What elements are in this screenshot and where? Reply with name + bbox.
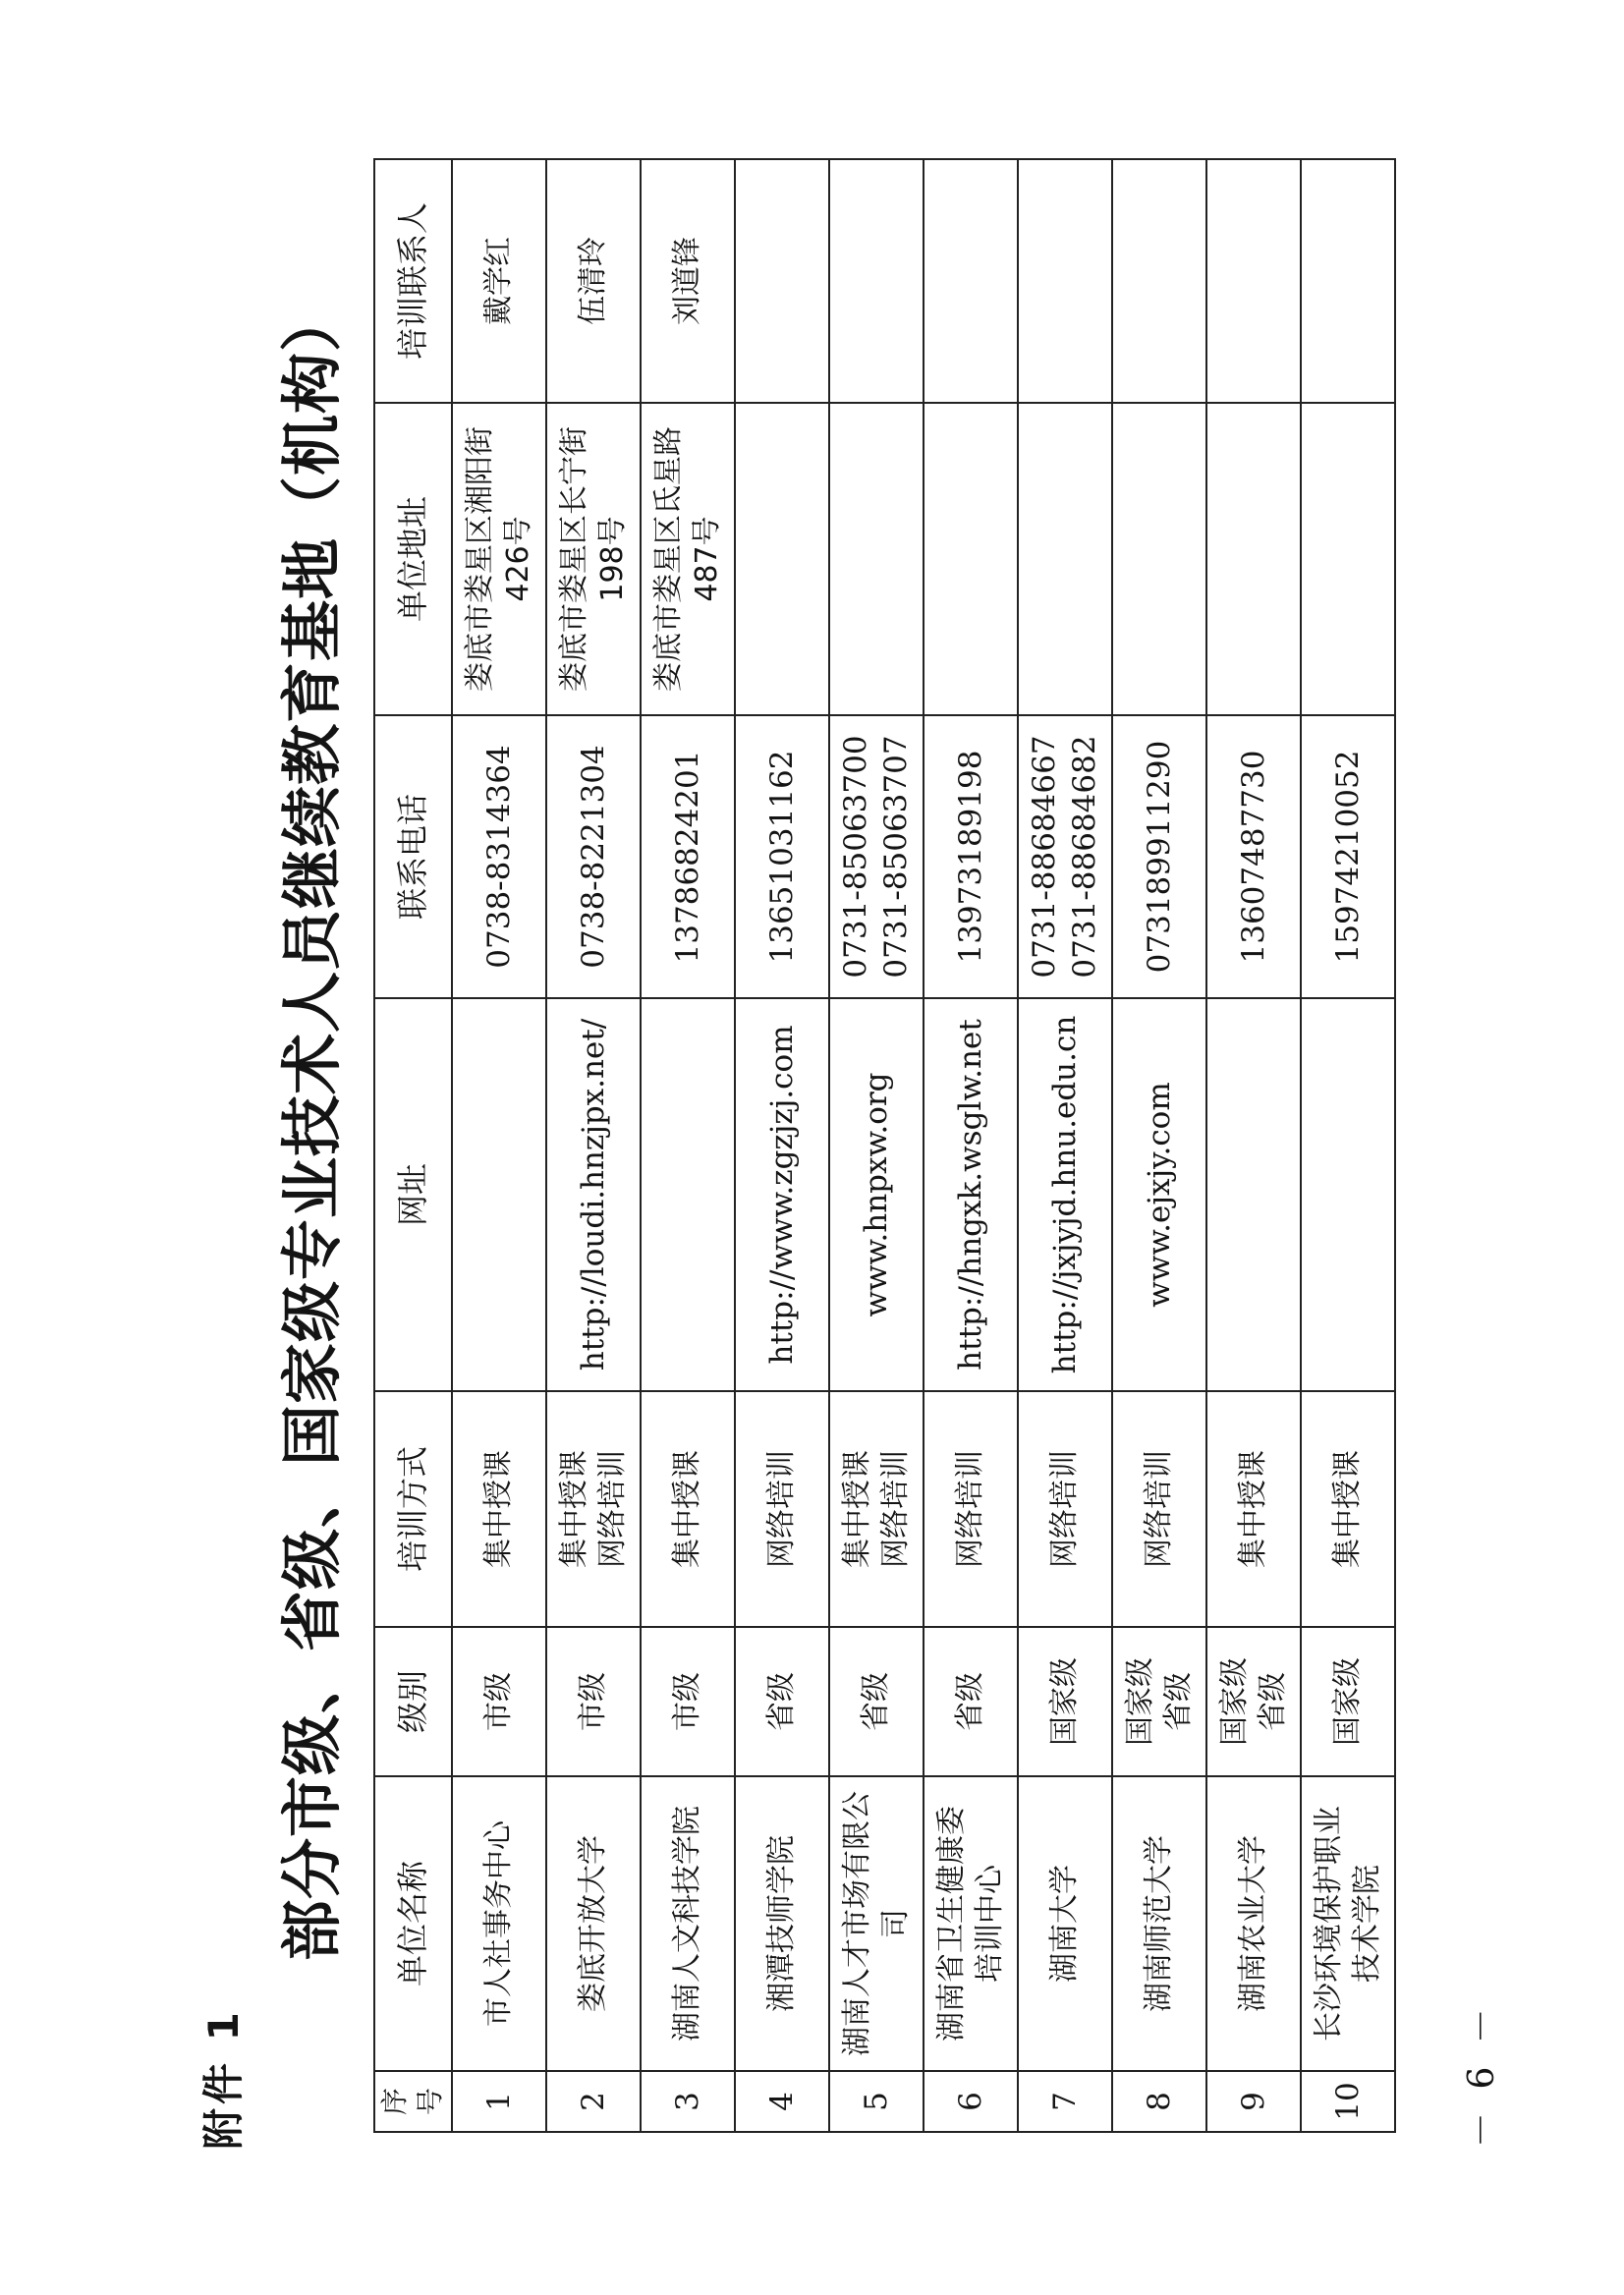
cell-line: 省级: [1160, 1672, 1196, 1731]
cell-line: http://www.zgzjzj.com: [763, 1025, 800, 1365]
cell-name: [1206, 1776, 1301, 2071]
cell-line: 073189911290: [1141, 740, 1177, 974]
cell-line: 13786824201: [669, 750, 705, 964]
cell-name: [1301, 1776, 1395, 2071]
cell-line: 湖南师范大学: [1142, 1835, 1177, 2012]
cell-line: 国家级: [1047, 1657, 1083, 1746]
cell-level: [735, 1627, 829, 1776]
cell-line: 娄底市娄星区氐星路487号: [650, 426, 724, 692]
cell-contact: [735, 159, 829, 403]
cell-line: 集中授课: [670, 1450, 705, 1568]
cell-line: 9: [1235, 2092, 1271, 2111]
cell-contact: [546, 159, 641, 403]
header-address: 单位地址: [374, 403, 452, 715]
cell-no: [546, 2071, 641, 2132]
cell-line: 市级: [576, 1672, 611, 1731]
table-row: [829, 159, 924, 2132]
header-contact: 培训联系人: [374, 159, 452, 403]
table-row: [641, 159, 735, 2132]
cell-level: [1301, 1627, 1395, 1776]
cell-method: [829, 1391, 924, 1627]
cell-no: [1112, 2071, 1206, 2132]
cell-address: [829, 403, 924, 715]
cell-url: [1112, 998, 1206, 1391]
cell-line: 13651031162: [763, 750, 800, 964]
cell-line: 0731-88684667: [1027, 735, 1063, 979]
cell-contact: [829, 159, 924, 403]
cell-line: 培训中心: [972, 1865, 1007, 1983]
cell-line: 0731-88684682: [1066, 735, 1102, 979]
header-no: 序号: [374, 2071, 452, 2132]
cell-no: [1018, 2071, 1112, 2132]
cell-line: 省级: [859, 1672, 894, 1731]
header-level: 级别: [374, 1627, 452, 1776]
cell-line: 1: [480, 2092, 517, 2111]
cell-line: 国家级: [1122, 1657, 1157, 1746]
cell-method: [735, 1391, 829, 1627]
cell-line: 省级: [953, 1672, 988, 1731]
cell-line: 集中授课: [1236, 1450, 1271, 1568]
cell-line: 湖南人才市场有限公司: [839, 1791, 913, 2056]
cell-line: 集中授课: [839, 1450, 874, 1568]
cell-address: [735, 403, 829, 715]
cell-line: 湘潭技师学院: [764, 1835, 800, 2012]
table-row: [546, 159, 641, 2132]
cell-phone: [546, 715, 641, 998]
cell-no: [1301, 2071, 1395, 2132]
cell-line: 13607487730: [1235, 750, 1271, 964]
cell-address: [924, 403, 1018, 715]
cell-line: http://loudi.hnzjpx.net/: [575, 1018, 611, 1371]
cell-line: http://jxjyjd.hnu.edu.cn: [1046, 1015, 1083, 1374]
cell-method: [1018, 1391, 1112, 1627]
cell-line: 娄底开放大学: [576, 1835, 611, 2012]
cell-url: [641, 998, 735, 1391]
cell-line: 省级: [764, 1672, 800, 1731]
cell-level: [452, 1627, 546, 1776]
cell-line: 技术学院: [1349, 1865, 1384, 1983]
cell-no: [452, 2071, 546, 2132]
cell-method: [452, 1391, 546, 1627]
cell-url: [924, 998, 1018, 1391]
cell-level: [924, 1627, 1018, 1776]
cell-name: [641, 1776, 735, 2071]
cell-phone: [1112, 715, 1206, 998]
cell-contact: [1301, 159, 1395, 403]
cell-url: [1018, 998, 1112, 1391]
cell-line: 刘道锋: [670, 237, 705, 325]
cell-url: [829, 998, 924, 1391]
attachment-label: 附件 1: [199, 2008, 248, 2150]
training-base-table: [373, 158, 1396, 2133]
table-row: [1018, 159, 1112, 2132]
cell-no: [1206, 2071, 1301, 2132]
cell-line: 湖南人文科技学院: [670, 1806, 705, 2042]
cell-contact: [1206, 159, 1301, 403]
cell-url: [735, 998, 829, 1391]
table-row: [735, 159, 829, 2132]
cell-line: 娄底市娄星区长宁街198号: [556, 426, 630, 692]
cell-line: www.ejxjy.com: [1141, 1082, 1177, 1308]
cell-phone: [641, 715, 735, 998]
cell-line: 湖南农业大学: [1236, 1835, 1271, 2012]
cell-level: [1018, 1627, 1112, 1776]
cell-line: 0738-8314364: [480, 745, 517, 969]
cell-address: [1112, 403, 1206, 715]
cell-method: [1301, 1391, 1395, 1627]
cell-no: [924, 2071, 1018, 2132]
cell-line: 湖南大学: [1047, 1865, 1083, 1983]
table-body: [452, 159, 1395, 2132]
cell-method: [924, 1391, 1018, 1627]
cell-line: 13973189198: [952, 750, 988, 964]
cell-line: 10: [1329, 2082, 1366, 2121]
cell-method: [546, 1391, 641, 1627]
cell-line: 网络培训: [1142, 1450, 1177, 1568]
cell-method: [641, 1391, 735, 1627]
cell-line: 网络培训: [1047, 1450, 1083, 1568]
cell-address: [546, 403, 641, 715]
table-row: [924, 159, 1018, 2132]
cell-no: [735, 2071, 829, 2132]
cell-url: [1301, 998, 1395, 1391]
cell-url: [1206, 998, 1301, 1391]
cell-url: [452, 998, 546, 1391]
table-row: [1206, 159, 1301, 2132]
cell-line: 市级: [481, 1672, 517, 1731]
cell-line: 网络培训: [594, 1450, 630, 1568]
cell-contact: [641, 159, 735, 403]
cell-contact: [924, 159, 1018, 403]
cell-line: 集中授课: [556, 1450, 591, 1568]
cell-phone: [924, 715, 1018, 998]
cell-url: [546, 998, 641, 1391]
cell-level: [1112, 1627, 1206, 1776]
cell-phone: [1206, 715, 1301, 998]
cell-contact: [1112, 159, 1206, 403]
cell-line: 15974210052: [1329, 750, 1366, 964]
table-header-row: [374, 159, 452, 2132]
cell-line: 4: [763, 2092, 800, 2111]
cell-line: 省级: [1255, 1672, 1290, 1731]
cell-name: [546, 1776, 641, 2071]
cell-line: 集中授课: [1330, 1450, 1366, 1568]
cell-name: [1018, 1776, 1112, 2071]
cell-line: 国家级: [1216, 1657, 1252, 1746]
cell-line: 0731-85063700: [838, 735, 874, 979]
cell-address: [1018, 403, 1112, 715]
cell-line: 湖南省卫生健康委: [933, 1806, 969, 2042]
cell-name: [924, 1776, 1018, 2071]
cell-line: 6: [952, 2092, 988, 2111]
cell-line: 戴学红: [481, 237, 517, 325]
cell-line: 0738-8221304: [575, 745, 611, 969]
cell-line: 集中授课: [481, 1450, 517, 1568]
cell-line: 2: [575, 2092, 611, 2111]
page-title: 部分市级、省级、国家级专业技术人员继续教育基地（机构）: [276, 289, 348, 1961]
cell-contact: [452, 159, 546, 403]
cell-line: 伍清玲: [576, 237, 611, 325]
header-name: 单位名称: [374, 1776, 452, 2071]
cell-method: [1206, 1391, 1301, 1627]
cell-phone: [1301, 715, 1395, 998]
cell-line: 长沙环境保护职业: [1311, 1806, 1346, 2042]
cell-contact: [1018, 159, 1112, 403]
page-number: － 6 －: [1462, 2002, 1502, 2148]
cell-line: 7: [1046, 2092, 1083, 2111]
table-row: [1112, 159, 1206, 2132]
cell-line: 8: [1141, 2092, 1177, 2111]
table-row: [452, 159, 546, 2132]
cell-level: [546, 1627, 641, 1776]
cell-name: [1112, 1776, 1206, 2071]
table-row: [1301, 159, 1395, 2132]
header-phone: 联系电话: [374, 715, 452, 998]
cell-line: http://hngxk.wsglw.net: [952, 1019, 988, 1371]
cell-line: 5: [858, 2092, 894, 2111]
cell-line: 网络培训: [953, 1450, 988, 1568]
cell-method: [1112, 1391, 1206, 1627]
cell-line: 3: [669, 2092, 705, 2111]
cell-line: 娄底市娄星区湘阳街426号: [462, 426, 535, 692]
cell-level: [1206, 1627, 1301, 1776]
cell-line: 网络培训: [764, 1450, 800, 1568]
cell-phone: [735, 715, 829, 998]
cell-phone: [829, 715, 924, 998]
cell-level: [829, 1627, 924, 1776]
header-url: 网址: [374, 998, 452, 1391]
cell-address: [1206, 403, 1301, 715]
cell-line: www.hnpxw.org: [858, 1072, 894, 1317]
cell-phone: [1018, 715, 1112, 998]
cell-line: 市人社事务中心: [481, 1820, 517, 2027]
cell-address: [641, 403, 735, 715]
cell-line: 网络培训: [877, 1450, 913, 1568]
cell-line: 0731-85063707: [877, 735, 914, 979]
cell-line: 国家级: [1330, 1657, 1366, 1746]
header-method: 培训方式: [374, 1391, 452, 1627]
cell-name: [452, 1776, 546, 2071]
cell-name: [829, 1776, 924, 2071]
cell-address: [1301, 403, 1395, 715]
cell-no: [829, 2071, 924, 2132]
cell-name: [735, 1776, 829, 2071]
cell-phone: [452, 715, 546, 998]
cell-address: [452, 403, 546, 715]
cell-level: [641, 1627, 735, 1776]
cell-line: 市级: [670, 1672, 705, 1731]
cell-no: [641, 2071, 735, 2132]
